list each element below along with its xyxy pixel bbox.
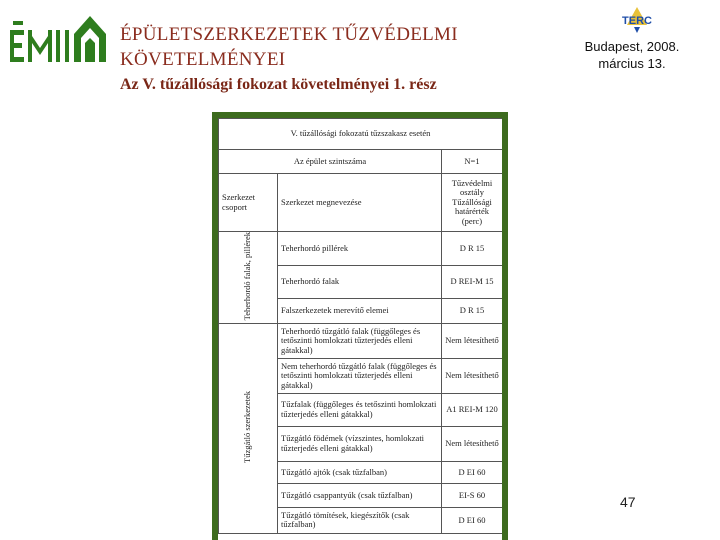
group-fire-barrier	[219, 323, 278, 533]
requirements-table	[218, 118, 502, 534]
col-header-name: Szerkezet megnevezése	[278, 174, 442, 232]
table-row-req: D R 15	[442, 232, 503, 266]
table-row-req: D R 15	[442, 299, 503, 324]
terc-logo-icon	[614, 6, 660, 34]
table-row-req: EI-S 60	[442, 483, 503, 507]
table-title: V. tűzállósági fokozatú tűzszakasz esetén	[219, 119, 503, 150]
month-day: március 13.	[598, 56, 666, 71]
terc-logo-text: TERC	[622, 15, 652, 27]
location-date: Budapest, 2008.	[584, 39, 680, 54]
group-fire-barrier-label: Tűzgátló szerkezetek	[242, 391, 253, 464]
table-row-req: D EI 60	[442, 461, 503, 483]
page-subtitle: Az V. tűzállósági fokozat követelményei 1. rész	[120, 76, 437, 93]
emi-logo	[10, 10, 110, 65]
page-title	[120, 22, 458, 72]
group-load-bearing	[219, 232, 278, 324]
table-row-name: Nem teherhordó tűzgátló falak (függőleges és tetőszinti homlokzati tűzterjedés elleni gátakkal)	[278, 358, 442, 393]
col-header-group: Szerkezet csoport	[219, 174, 278, 232]
table-row-name: Tűzgátló ajtók (csak tűzfalban)	[278, 461, 442, 483]
page-number: 47	[620, 494, 636, 510]
table-row-req: Nem létesíthető	[442, 426, 503, 461]
storeys-label: Az épület szintszáma	[219, 150, 442, 174]
table-row-req: D REI-M 15	[442, 265, 503, 299]
table-row-name: Teherhordó falak	[278, 265, 442, 299]
group-load-bearing-label: Teherhordó falak, pillérek	[242, 232, 253, 321]
table-row-name: Falszerkezetek merevítő elemei	[278, 299, 442, 324]
table-image-frame	[212, 112, 508, 540]
date-block	[572, 38, 692, 72]
table-row-name: Tűzgátló tömítések, kiegészítők (csak tűzfalban)	[278, 507, 442, 533]
table-row-name: Tűzgátló födémek (vízszintes, homlokzati tűzterjedés elleni gátakkal)	[278, 426, 442, 461]
table-row-name: Tűzgátló csappantyúk (csak tűzfalban)	[278, 483, 442, 507]
title-line-1: ÉPÜLETSZERKEZETEK TŰZVÉDELMI	[120, 24, 458, 45]
table-row-name: Teherhordó tűzgátló falak (függőleges és tetőszinti homlokzati tűzterjedés elleni gátakkal)	[278, 323, 442, 358]
table-row-name: Tűzfalak (függőleges és tetőszinti homlokzati tűzterjedés elleni gátakkal)	[278, 393, 442, 426]
table-row-name: Teherhordó pillérek	[278, 232, 442, 266]
table-row-req: A1 REI-M 120	[442, 393, 503, 426]
title-line-2: KÖVETELMÉNYEI	[120, 49, 286, 70]
table-row-req: Nem létesíthető	[442, 323, 503, 358]
table-row-req: D EI 60	[442, 507, 503, 533]
table-row-req: Nem létesíthető	[442, 358, 503, 393]
requirements-sheet	[218, 118, 502, 540]
col-header-requirement: Tűzvédelmi osztály Tűzállósági határérték (perc)	[442, 174, 503, 232]
storeys-value: N=1	[442, 150, 503, 174]
